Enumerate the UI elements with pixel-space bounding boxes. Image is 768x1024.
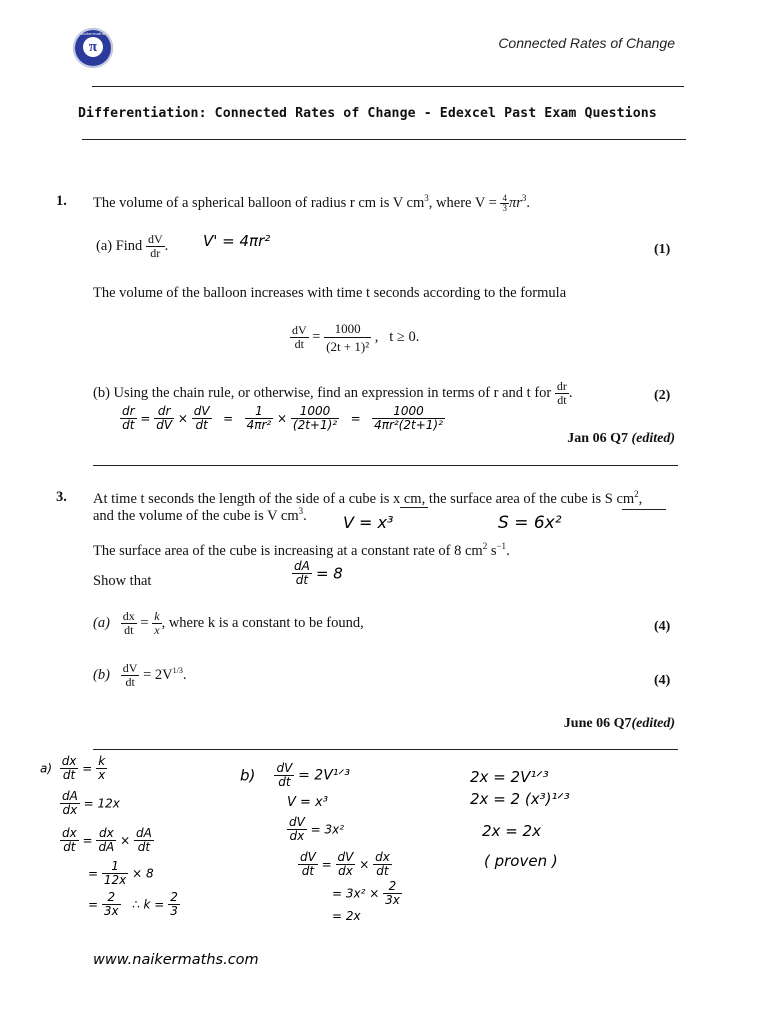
hand-frac-5	[291, 405, 339, 432]
q1-stem-frac-n: 4	[502, 193, 507, 203]
footer-url[interactable]: www.naikermaths.com	[93, 952, 259, 968]
hand-frac-4-n: 1	[245, 405, 274, 419]
working-a-line1	[40, 755, 240, 782]
q3-hand-da-frac	[292, 560, 312, 587]
wb-l3-n: dV	[289, 815, 305, 829]
logo	[73, 28, 113, 68]
working-b	[240, 762, 460, 923]
q3-part-b-end: .	[182, 667, 187, 683]
q3-line2-sup: 3	[298, 506, 304, 516]
hand-frac-1-d: dt	[122, 418, 135, 432]
working-b-line6: = 2x	[332, 909, 361, 923]
wa-l5-pre: =	[88, 897, 99, 912]
q3-show-that: Show that	[93, 573, 152, 589]
q3-hand-v: V = x³	[343, 513, 394, 532]
q3-rate-sup2: −1	[496, 541, 507, 551]
q1-part-b-fraction	[555, 380, 569, 407]
working-b-line3	[287, 816, 460, 843]
q1-ref-note: (edited)	[631, 431, 675, 446]
wb-l3-frac	[287, 816, 307, 843]
wa-l4-post: × 8	[132, 866, 154, 881]
q1-stem-formula: πr	[508, 194, 522, 211]
wb-l5-text: = 3x² ×	[332, 886, 380, 901]
wb-l4-bd: dt	[376, 864, 389, 878]
q1-formula-lhs-n: dV	[292, 323, 307, 337]
q1-ref-text: Jan 06 Q7	[567, 431, 628, 446]
working-b-label: b)	[240, 766, 256, 785]
q3-rate-sup1: 2	[482, 541, 488, 551]
wa-l4-frac	[102, 860, 128, 887]
q1-part-a-fraction	[146, 233, 165, 260]
wa-l3-bd: dt	[137, 840, 151, 854]
q3-number: 3.	[56, 489, 67, 505]
q1-part-b-frac-d: dt	[557, 393, 567, 407]
wb-l4-an: dV	[337, 850, 354, 864]
hand-frac-2-d: dV	[156, 418, 173, 432]
wb-l1-rhs: = 2V¹ᐟ³	[298, 767, 350, 784]
working-c-line2: 2x = 2 (x³)¹ᐟ³	[470, 790, 570, 808]
wa-l1-rn: k	[96, 755, 107, 769]
working-a-line5	[88, 891, 240, 918]
working-c-line1: 2x = 2V¹ᐟ³	[470, 768, 549, 786]
logo-ring-text: naikermaths	[81, 31, 105, 36]
q3-rate-text: The surface area of the cube is increasing at a constant rate of 8 cm	[93, 542, 483, 559]
q3-part-a-fraction	[121, 610, 137, 637]
q1-part-a-frac-n: dV	[147, 232, 163, 246]
wb-l4-ad: dx	[338, 864, 353, 878]
q1-formula: $\frac{dV}{dt}$ = $\frac{1000}{\text{(2t + 1)²}}$ , t ≥ 0.	[292, 321, 420, 354]
q3-part-b-marks: (4)	[654, 673, 671, 688]
wb-l4-n: dV	[300, 850, 316, 864]
wa-l4-n: 1	[102, 860, 128, 874]
wa-l1-d: dt	[62, 768, 76, 782]
document-title: Differentiation: Connected Rates of Change - Edexcel Past Exam Questions	[78, 106, 657, 121]
q1-formula-rhs-n: 1000	[324, 320, 371, 338]
q1-formula-rhs	[324, 320, 371, 355]
wa-l2-rhs: = 12x	[83, 796, 120, 811]
hand-frac-2	[154, 405, 174, 432]
q1-stem: The volume of a spherical balloon of radius r cm is V $cm^3$, where V = $\frac{4}{3}$ $\pi r^3$.	[93, 193, 530, 213]
wa-l5-post: ∴ k =	[132, 897, 165, 912]
working-c	[470, 768, 570, 870]
hand-frac-1	[120, 405, 137, 432]
q1-part-b: (b) Using the chain rule, or otherwise, find an expression in terms of r and t for $\frac{dr}{dt}$ .	[93, 379, 573, 407]
q1-formula-cond: t ≥ 0.	[389, 329, 420, 345]
q3-part-a-frac-n: dx	[122, 609, 135, 623]
q1-info: The volume of the balloon increases with time t seconds according to the formula	[93, 285, 567, 301]
wa-l1-eq: =	[82, 761, 93, 776]
q3-part-b-rhs: = 2V	[143, 667, 173, 683]
q3-hand-da	[292, 560, 343, 587]
q1-reference	[567, 431, 675, 447]
q3-hand-da-val: = 8	[315, 564, 343, 583]
wa-l1-rd: x	[98, 768, 106, 782]
q3-part-b-exp: 1/3	[172, 666, 183, 675]
working-b-line4: $\frac{dV}{dt}$ = $\frac{dV}{dx}$ × $\frac{dx}{dt}$	[300, 850, 390, 878]
q3-part-a-k-d: x	[154, 623, 160, 637]
q3-part-a-marks: (4)	[654, 619, 671, 634]
wa-l4-d: 12x	[103, 873, 127, 887]
q1-part-a: (a) Find $\frac{dV}{dr}$ .	[96, 232, 169, 260]
wa-l5-kfrac	[168, 891, 180, 918]
q3-part-b-fraction	[121, 662, 140, 689]
q3-part-b	[93, 662, 186, 689]
hand-frac-1-n: dr	[122, 404, 135, 418]
wa-l2-frac	[60, 790, 80, 817]
q3-part-a-label: (a)	[93, 615, 110, 631]
underline-s	[622, 509, 666, 510]
wa-l1-frac	[60, 755, 79, 782]
wa-l3-frac	[60, 827, 79, 854]
q3-part-b-frac-n: dV	[122, 661, 138, 675]
hand-frac-5-n: 1000	[291, 405, 339, 419]
q3-part-a-eq: =	[140, 615, 149, 631]
pi-icon: π	[83, 37, 103, 57]
header-title: Connected Rates of Change	[498, 35, 675, 51]
wa-l5-kd: 3	[170, 904, 178, 918]
working-a-line2	[60, 790, 240, 817]
working-b-line1	[240, 762, 460, 789]
working-c-line3: 2x = 2x	[482, 822, 541, 840]
hand-frac-5-d: (2t+1)²	[292, 418, 338, 432]
working-a-line3: $\frac{dx}{dt}$ = $\frac{dx}{dA}$ × $\frac{dA}{dt}$	[62, 826, 152, 854]
q3-divider	[93, 749, 678, 750]
wa-l1-rfrac	[96, 755, 107, 782]
hand-frac-4-d: 4πr²	[246, 418, 272, 432]
wb-l1-frac	[274, 762, 294, 789]
wa-l5-n: 2	[102, 891, 121, 905]
wb-l4-bn: dx	[375, 850, 390, 864]
wa-l5-d: 3x	[103, 904, 119, 918]
q3-line2-text: and the volume of the cube is V cm	[93, 507, 299, 524]
header-divider	[92, 86, 684, 87]
q3-hand-s: S = 6x²	[498, 513, 562, 533]
q3-part-a	[93, 610, 364, 637]
wb-l1-n: dV	[276, 761, 293, 775]
q3-part-b-label: (b)	[93, 667, 110, 683]
q1-part-b-marks: (2)	[654, 388, 671, 403]
q1-part-a-label: (a) Find	[96, 238, 143, 254]
wb-l5-n: 2	[383, 880, 402, 894]
q1-stem-sup: 3	[424, 193, 429, 203]
q3-hand-da-n: dA	[294, 559, 310, 573]
hand-frac-3	[192, 405, 212, 432]
hand-frac-2-n: dr	[154, 405, 174, 419]
q3-hand-da-d: dt	[295, 573, 309, 587]
q3-line2-end: .	[303, 507, 307, 524]
q1-formula-lhs	[290, 324, 309, 351]
wa-l4-pre: =	[88, 866, 99, 881]
q1-stem-frac-d: 3	[502, 203, 507, 213]
wb-l4-d: dt	[301, 864, 315, 878]
wa-l3-afrac	[96, 827, 116, 854]
q3-rate-mid: s	[487, 542, 497, 559]
wa-l2-d: dx	[62, 803, 78, 817]
wb-l4-afrac	[336, 851, 356, 878]
q1-divider	[93, 465, 678, 466]
q1-part-a-handwriting: V' = 4πr²	[203, 232, 271, 250]
q1-number: 1.	[56, 193, 67, 209]
working-a-label: a)	[40, 761, 53, 776]
q3-ref-text: June 06 Q7	[563, 716, 632, 731]
q1-stem-suffix: , where V =	[428, 194, 497, 211]
q3-rate-end: .	[506, 542, 510, 559]
wa-l1-n: dx	[61, 754, 77, 768]
q3-line1-text: At time t seconds the length of the side of a cube is x cm, the surface area of the cube is S cm	[93, 490, 635, 507]
hand-frac-6-n: 1000	[372, 405, 445, 419]
wa-l3-n: dx	[62, 826, 77, 840]
q1-stem-text: The volume of a spherical balloon of radius r cm is V cm	[93, 194, 425, 211]
hand-frac-3-d: dt	[195, 418, 208, 432]
wa-l3-an: dx	[96, 827, 116, 841]
title-divider	[82, 139, 686, 140]
hand-frac-6	[372, 405, 445, 432]
underline-x	[400, 507, 428, 508]
q1-stem-fraction	[500, 194, 509, 213]
wa-l3-bn: dA	[135, 826, 152, 840]
hand-frac-4	[245, 405, 274, 432]
working-b-line2: V = x³	[287, 795, 328, 810]
wb-l4-frac	[298, 851, 318, 878]
q3-line1-sup: 2	[634, 489, 639, 499]
q1-part-b-handwriting: $\frac{dr}{dt}$ = $\frac{dr}{dV}$ × $\frac{dV}{dt}$ = $\frac{1}{\text{4πr²}}$ × $\frac{1000}{\text{(2t+1)²}}$ = $\frac{1000}{\text{4πr²(2t+1)²}}$	[122, 404, 443, 432]
wa-l3-bfrac	[134, 827, 154, 854]
wb-l1-d: dt	[278, 775, 291, 789]
q3-part-a-tail: , where k is a constant to be found,	[161, 615, 364, 631]
q3-line2	[93, 506, 307, 525]
q3-part-a-k-fraction	[152, 610, 161, 637]
wa-l5-frac	[102, 891, 121, 918]
q3-line1	[93, 489, 642, 508]
q1-part-a-frac-d: dr	[150, 246, 161, 260]
working-b-line5	[332, 880, 460, 907]
q1-stem-sup2: 3	[521, 193, 527, 203]
q3-rate	[93, 541, 510, 560]
q1-part-a-marks: (1)	[654, 242, 671, 257]
q3-line1-end: ,	[638, 490, 643, 507]
wb-l3-rhs: = 3x²	[310, 822, 345, 837]
wb-l5-d: 3x	[385, 893, 400, 907]
working-a	[40, 755, 240, 918]
wb-l5-frac	[383, 880, 402, 907]
q1-formula-lhs-d: dt	[294, 337, 304, 351]
hand-frac-6-d: 4πr²(2t+1)²	[374, 418, 443, 432]
q1-part-b-frac-n: dr	[556, 379, 567, 393]
q1-part-b-text: (b) Using the chain rule, or otherwise, find an expression in terms of r and t for	[93, 385, 552, 401]
q3-part-a-k-n: k	[154, 609, 160, 623]
q3-reference	[564, 716, 675, 732]
wa-l2-n: dA	[62, 789, 78, 803]
working-c-line4: ( proven )	[484, 852, 558, 870]
wa-l3-ad: dA	[98, 840, 115, 854]
wb-l3-d: dx	[289, 829, 305, 843]
q3-part-a-frac-d: dt	[124, 623, 134, 637]
hand-frac-3-n: dV	[193, 404, 210, 418]
working-a-line4	[88, 860, 240, 887]
q3-part-b-frac-d: dt	[125, 675, 135, 689]
wa-l3-d: dt	[63, 840, 76, 854]
wa-l5-kn: 2	[170, 890, 178, 904]
q3-ref-note: (edited)	[631, 716, 675, 731]
q1-formula-rhs-d: (2t + 1)²	[326, 339, 370, 354]
wb-l4-bfrac	[373, 851, 392, 878]
